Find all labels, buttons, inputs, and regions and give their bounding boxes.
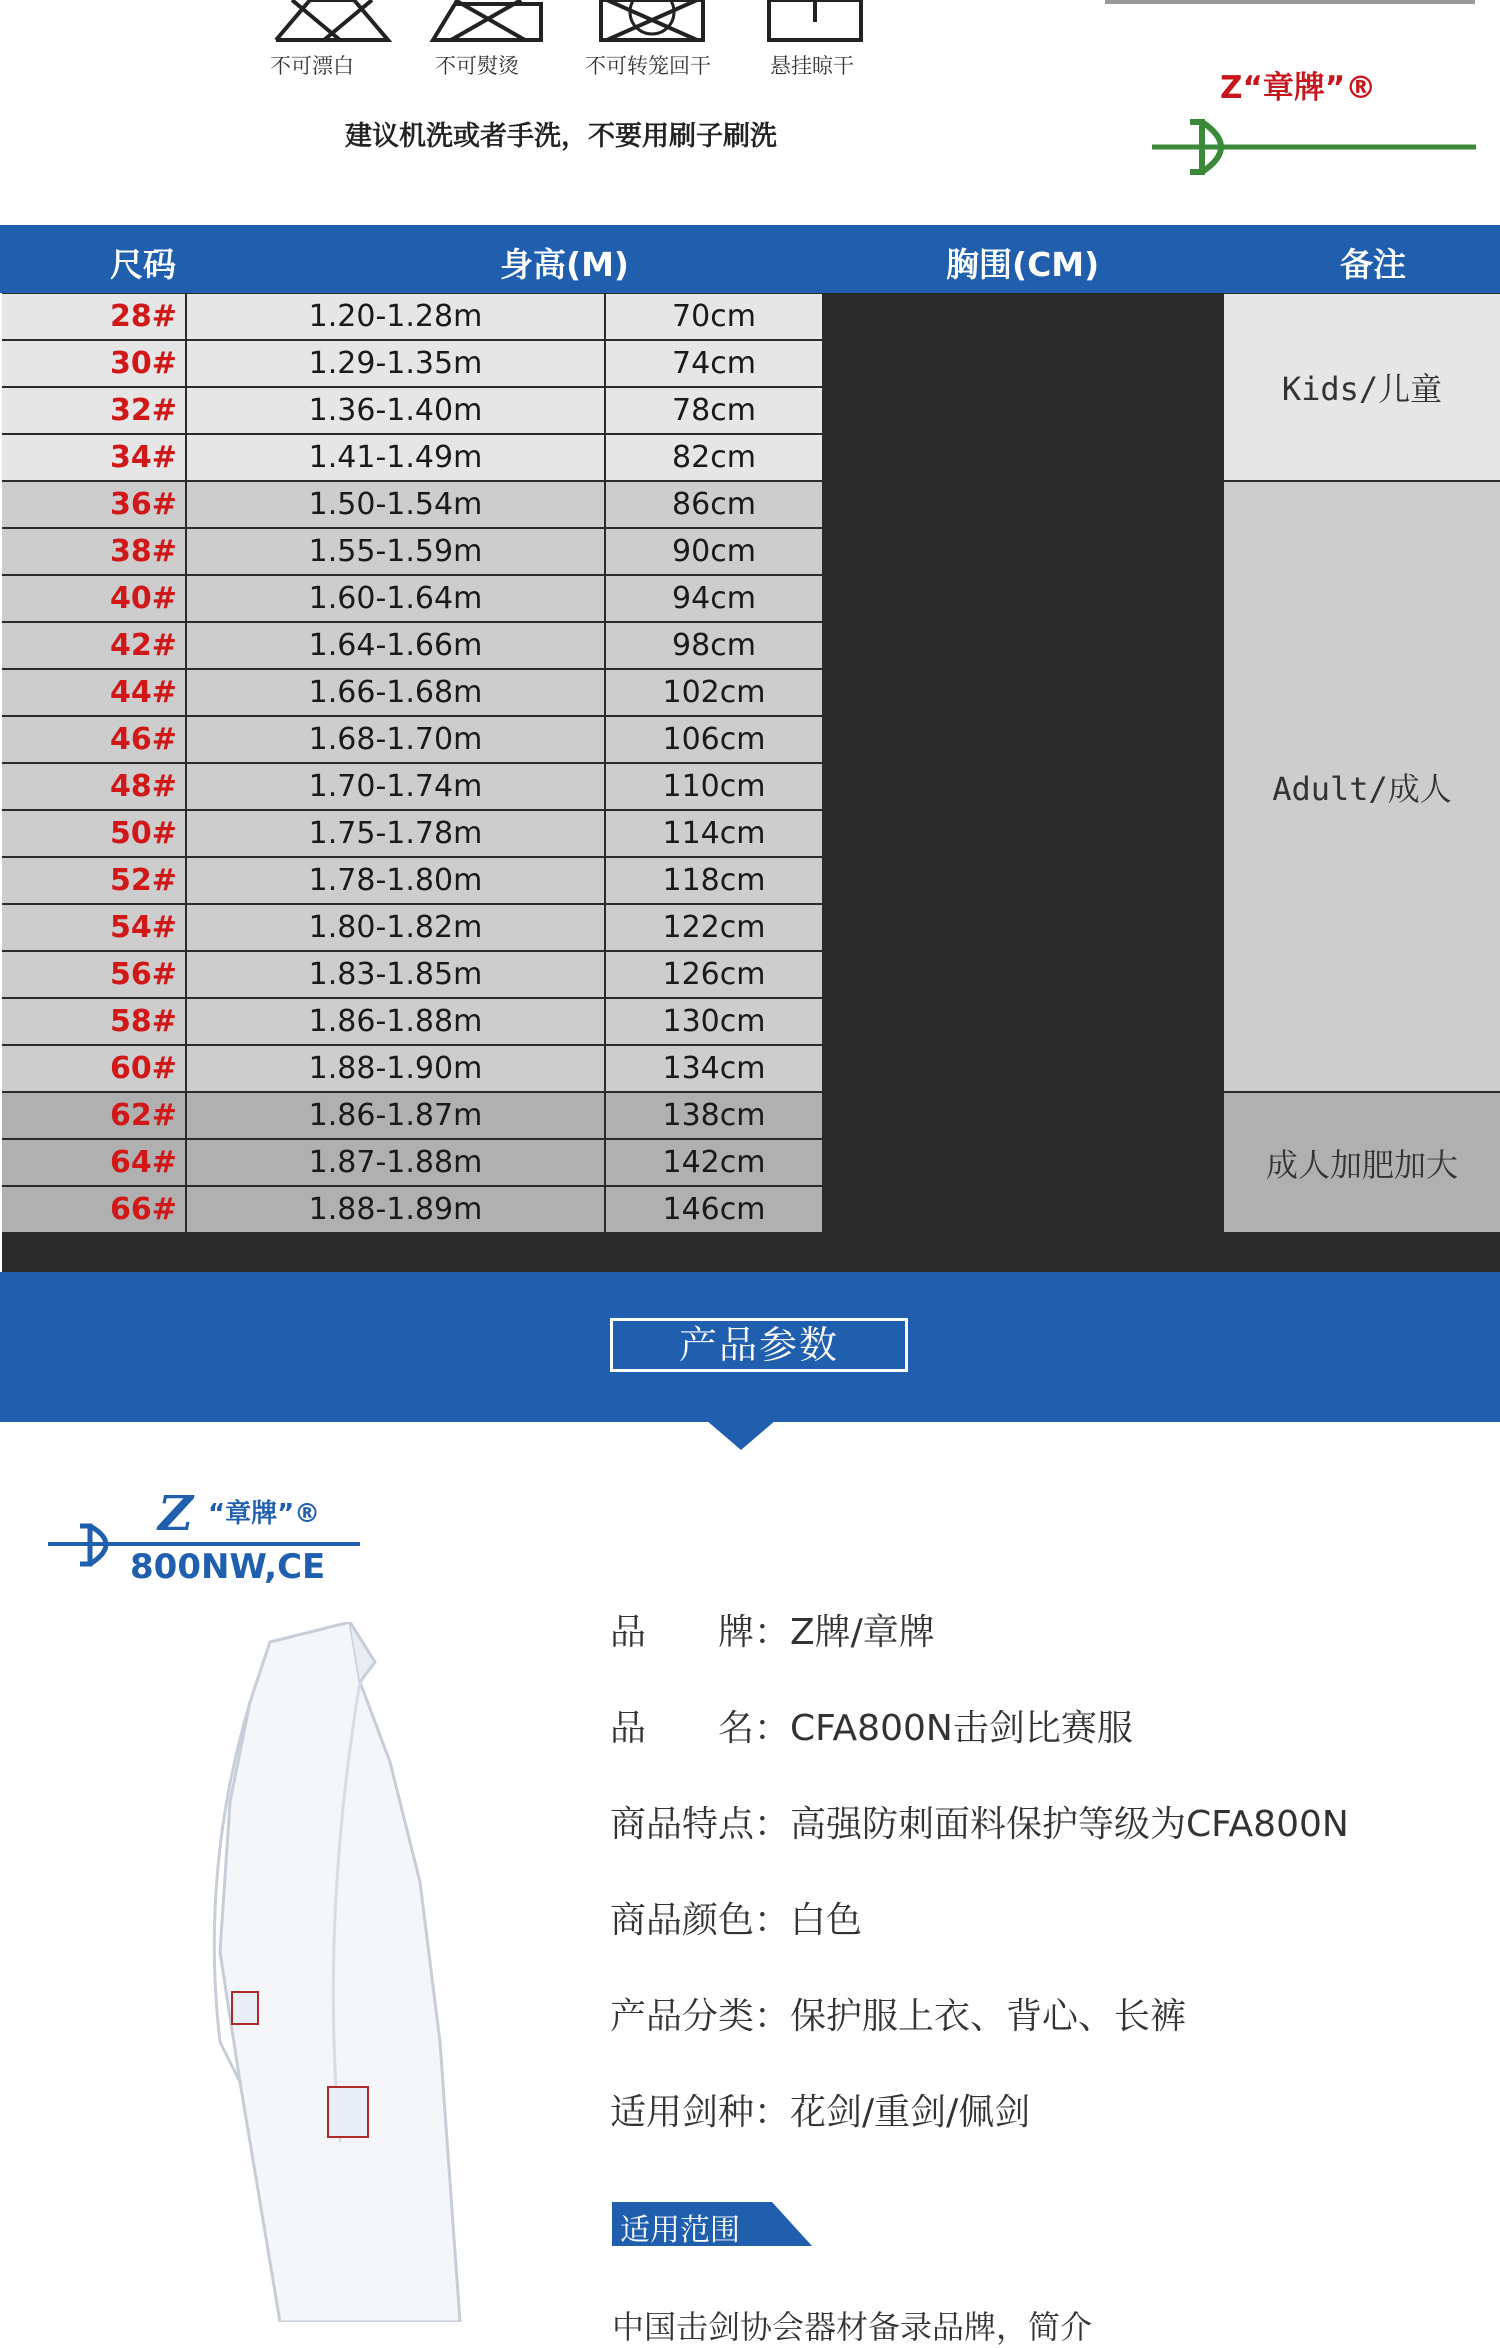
product-params-banner (0, 1272, 1500, 1422)
table-row (2, 435, 1219, 482)
param-color-value: 白色 (790, 1900, 863, 1941)
cell-height: 1.64-1.66m (187, 623, 604, 668)
param-category-label: 产品分类： (610, 1996, 791, 2037)
cell-size: 52# (2, 858, 185, 903)
care-label-no-tumble-dry: 不可转笼回干 (585, 54, 711, 78)
cell-height: 1.50-1.54m (187, 482, 604, 527)
cell-chest: 134cm (606, 1046, 822, 1091)
cell-chest: 126cm (606, 952, 822, 997)
care-section (0, 0, 1500, 225)
table-row (2, 1187, 1219, 1234)
group-note: 成人加肥加大 (1224, 1093, 1500, 1232)
product-section (0, 1422, 1500, 2346)
care-label-no-bleach: 不可漂白 (270, 54, 354, 78)
cell-size: 34# (2, 435, 185, 480)
cell-size: 36# (2, 482, 185, 527)
top-divider (1105, 0, 1475, 4)
brand-name-top: Z“章牌”® (1220, 70, 1377, 106)
size-table (0, 225, 1500, 1272)
cell-chest: 82cm (606, 435, 822, 480)
cell-chest: 110cm (606, 764, 822, 809)
cell-size: 64# (2, 1140, 185, 1185)
param-brand-value: Z牌/章牌 (790, 1612, 935, 1653)
table-row (2, 858, 1219, 905)
table-row (2, 717, 1219, 764)
cell-height: 1.86-1.88m (187, 999, 604, 1044)
cell-size: 44# (2, 670, 185, 715)
cell-height: 1.68-1.70m (187, 717, 604, 762)
svg-text:Z: Z (158, 1486, 194, 1542)
cell-height: 1.86-1.87m (187, 1093, 604, 1138)
table-row (2, 388, 1219, 435)
table-row (2, 529, 1219, 576)
cell-height: 1.36-1.40m (187, 388, 604, 433)
no-iron-icon (425, 0, 549, 44)
cell-height: 1.29-1.35m (187, 341, 604, 386)
cell-chest: 94cm (606, 576, 822, 621)
cell-size: 58# (2, 999, 185, 1044)
cell-size: 28# (2, 294, 185, 339)
cell-chest: 130cm (606, 999, 822, 1044)
cell-size: 54# (2, 905, 185, 950)
param-product-name (610, 1700, 1133, 1751)
table-row (2, 1140, 1219, 1187)
cell-height: 1.60-1.64m (187, 576, 604, 621)
wash-advice-text: 建议机洗或者手洗，不要用刷子刷洗 (345, 121, 777, 152)
param-category-value: 保护服上衣、背心、长裤 (790, 1996, 1187, 2037)
cell-height: 1.80-1.82m (187, 905, 604, 950)
table-row (2, 1093, 1219, 1140)
param-category (610, 1988, 1186, 2039)
param-brand-label: 品 牌： (610, 1612, 791, 1653)
cell-height: 1.88-1.90m (187, 1046, 604, 1091)
header-height: 身高(M) (500, 245, 630, 284)
cell-chest: 98cm (606, 623, 822, 668)
table-body (2, 293, 1500, 1272)
cell-chest: 114cm (606, 811, 822, 856)
cell-size: 46# (2, 717, 185, 762)
cell-size: 50# (2, 811, 185, 856)
group-note: Kids/儿童 (1224, 294, 1500, 480)
cell-chest: 74cm (606, 341, 822, 386)
cell-size: 66# (2, 1187, 185, 1232)
cell-height: 1.78-1.80m (187, 858, 604, 903)
cell-chest: 78cm (606, 388, 822, 433)
care-label-no-iron: 不可熨烫 (435, 54, 519, 78)
param-feature-label: 商品特点： (610, 1804, 791, 1845)
cell-chest: 146cm (606, 1187, 822, 1232)
param-name-label: 品 名： (610, 1708, 791, 1749)
cell-size: 62# (2, 1093, 185, 1138)
table-row (2, 576, 1219, 623)
cell-height: 1.83-1.85m (187, 952, 604, 997)
param-feature (610, 1796, 1349, 1847)
table-row (2, 952, 1219, 999)
cell-chest: 86cm (606, 482, 822, 527)
param-feature-value: 高强防刺面料保护等级为CFA800N (790, 1804, 1349, 1845)
cell-size: 48# (2, 764, 185, 809)
cell-chest: 102cm (606, 670, 822, 715)
table-row (2, 623, 1219, 670)
param-color (610, 1892, 862, 1943)
care-label-hang-dry: 悬挂晾干 (770, 54, 854, 78)
cell-height: 1.66-1.68m (187, 670, 604, 715)
cell-height: 1.20-1.28m (187, 294, 604, 339)
table-row (2, 482, 1219, 529)
cell-size: 32# (2, 388, 185, 433)
param-weapon-label: 适用剑种： (610, 2092, 791, 2133)
params-title: 产品参数 (610, 1318, 908, 1372)
no-bleach-icon (270, 0, 394, 44)
table-row (2, 341, 1219, 388)
fencing-jacket-image (160, 1622, 520, 2322)
param-color-label: 商品颜色： (610, 1900, 791, 1941)
table-row (2, 905, 1219, 952)
cell-height: 1.55-1.59m (187, 529, 604, 574)
cell-chest: 106cm (606, 717, 822, 762)
table-row (2, 670, 1219, 717)
cell-chest: 118cm (606, 858, 822, 903)
header-size: 尺码 (110, 245, 176, 284)
param-name-value: CFA800N击剑比赛服 (790, 1708, 1133, 1749)
table-row (2, 1046, 1219, 1093)
cell-height: 1.70-1.74m (187, 764, 604, 809)
header-note: 备注 (1340, 245, 1406, 284)
cell-chest: 122cm (606, 905, 822, 950)
cell-size: 42# (2, 623, 185, 668)
cell-height: 1.41-1.49m (187, 435, 604, 480)
svg-text:“章牌”®: “章牌”® (208, 1499, 321, 1529)
table-row (2, 999, 1219, 1046)
no-tumble-dry-icon (597, 0, 707, 44)
scope-tag-label: 适用范围 (620, 2213, 740, 2248)
param-brand (610, 1604, 935, 1655)
cell-height: 1.88-1.89m (187, 1187, 604, 1232)
cell-size: 56# (2, 952, 185, 997)
table-row (2, 811, 1219, 858)
cell-chest: 138cm (606, 1093, 822, 1138)
product-model: 800NW,CE (130, 1547, 326, 1587)
header-chest: 胸围(CM) (946, 245, 1100, 284)
cell-chest: 70cm (606, 294, 822, 339)
cell-height: 1.87-1.88m (187, 1140, 604, 1185)
param-weapon-value: 花剑/重剑/佩剑 (790, 2092, 1031, 2133)
param-weapon (610, 2084, 1030, 2135)
table-row (2, 764, 1219, 811)
hang-dry-icon (765, 0, 865, 44)
cell-chest: 90cm (606, 529, 822, 574)
scope-text: 中国击剑协会器材备录品牌，简介 (612, 2308, 1093, 2346)
table-header (0, 225, 1500, 293)
group-note: Adult/成人 (1224, 482, 1500, 1091)
cell-chest: 142cm (606, 1140, 822, 1185)
cell-size: 40# (2, 576, 185, 621)
table-row (2, 294, 1219, 341)
cell-size: 38# (2, 529, 185, 574)
fencing-blade-logo-icon (1150, 50, 1480, 190)
cell-size: 30# (2, 341, 185, 386)
cell-size: 60# (2, 1046, 185, 1091)
cell-height: 1.75-1.78m (187, 811, 604, 856)
